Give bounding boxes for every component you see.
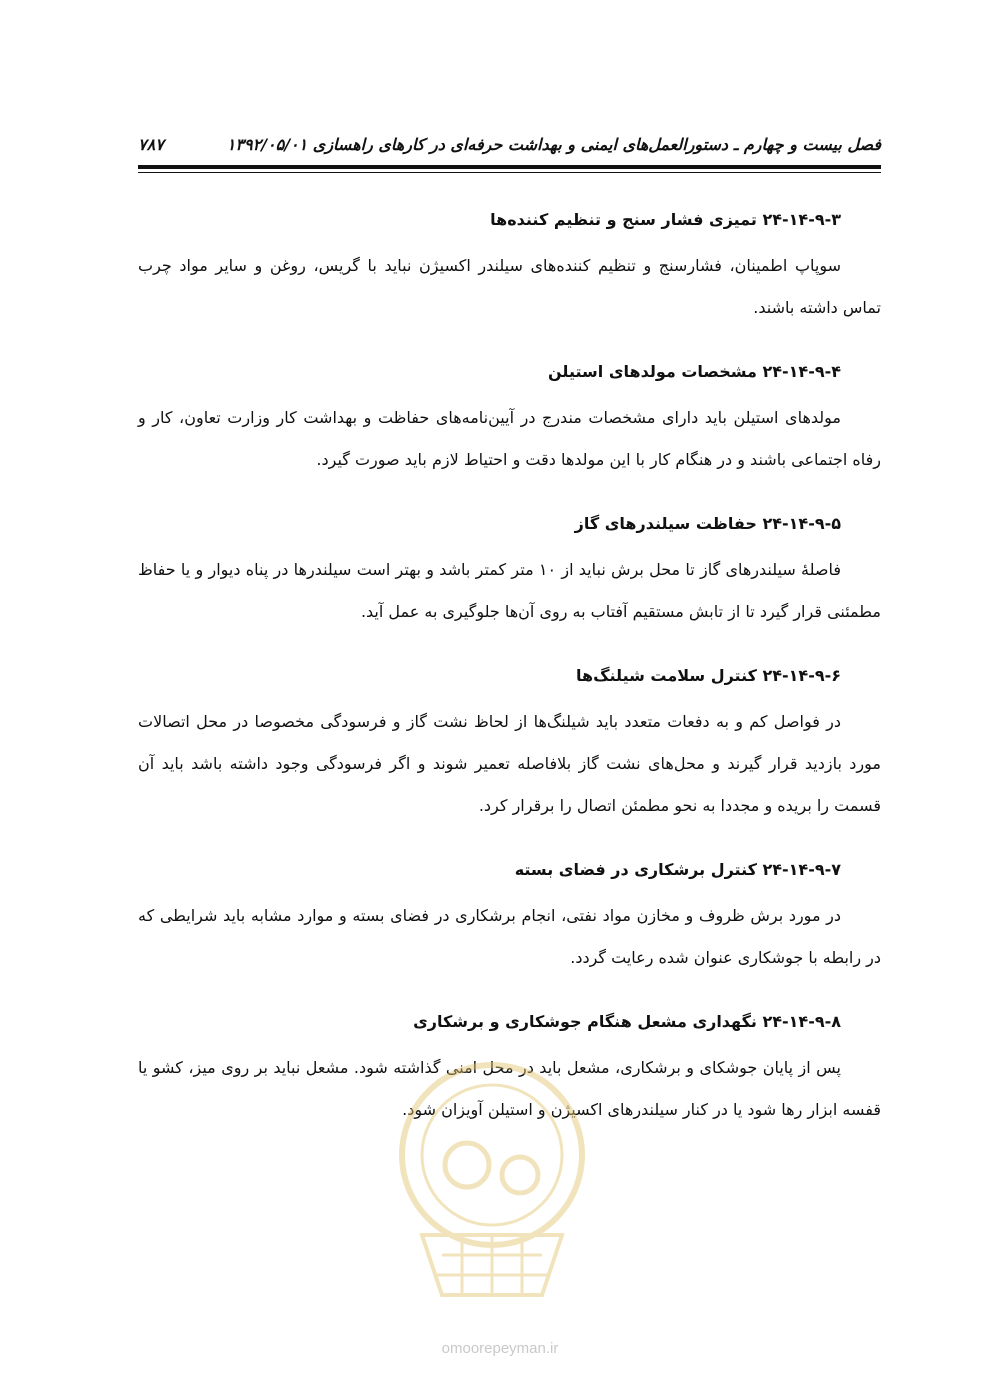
section-paragraph: فاصلهٔ سیلندرهای گاز تا محل برش نباید از ۱۰ متر کمتر باشد و بهتر است سیلندرها در پناه دیوار و یا حفاظ مطمئنی قرار گیرد تا از تابش مستقیم آفتاب به روی آن‌ها جلوگیری به عمل آید. [138, 560, 881, 621]
section-heading: ۲۴-۱۴-۹-۶ کنترل سلامت شیلنگ‌ها [576, 666, 841, 685]
document-body [138, 205, 881, 1131]
running-header [138, 128, 881, 160]
section-3 [138, 205, 881, 329]
section-4 [138, 357, 881, 481]
section-paragraph: پس از پایان جوشکای و برشکاری، مشعل باید در محل امنی گذاشته شود. مشعل نباید بر روی میز، کشو یا قفسه ابزار رها شود یا در کنار سیلندرهای اکسیژن و استیلن آویزان شود. [138, 1058, 881, 1119]
watermark-url: omoorepeyman.ir [441, 1340, 559, 1357]
section-7 [138, 855, 881, 979]
section-8 [138, 1007, 881, 1131]
section-paragraph: در فواصل کم و به دفعات متعدد باید شیلنگ‌ها از لحاظ نشت گاز و فرسودگی مخصوصا در محل اتصالات مورد بازدید قرار گیرند و محل‌های نشت گاز بلافاصله تعمیر شوند و اگر فرسودگی وجود داشته باشد باید آن قسمت را بریده و مجددا به نحو مطمئن اتصال را برقرار کرد. [138, 712, 881, 815]
section-paragraph: در مورد برش ظروف و مخازن مواد نفتی، انجام برشکاری در فضای بسته و موارد مشابه باید شرایطی که در رابطه با جوشکاری عنوان شده رعایت گردد. [138, 906, 881, 967]
header-rule-thin [138, 172, 881, 173]
section-heading: ۲۴-۱۴-۹-۷ کنترل برشکاری در فضای بسته [514, 860, 841, 879]
section-6 [138, 661, 881, 827]
section-heading: ۲۴-۱۴-۹-۳ تمیزی فشار سنج و تنظیم کننده‌ها [490, 210, 841, 229]
section-heading: ۲۴-۱۴-۹-۵ حفاظت سیلندرهای گاز [574, 514, 841, 533]
section-paragraph: مولدهای استیلن باید دارای مشخصات مندرج در آیین‌نامه‌های حفاظت و بهداشت کار وزارت تعاون، کار و رفاه اجتماعی باشند و در هنگام کار با این مولدها دقت و احتیاط لازم باید صورت گیرد. [138, 408, 881, 469]
header-title: فصل بیست و چهارم ـ دستورالعمل‌های ایمنی و بهداشت حرفه‌ای در کارهای راهسازی ۱۳۹۲/۰۵/۰۱ [226, 134, 881, 154]
section-heading: ۲۴-۱۴-۹-۸ نگهداری مشعل هنگام جوشکاری و برشکاری [413, 1012, 841, 1031]
header-rule-thick [138, 165, 881, 169]
section-heading: ۲۴-۱۴-۹-۴ مشخصات مولدهای استیلن [548, 362, 841, 381]
page-number: ۷۸۷ [138, 134, 164, 154]
section-5 [138, 509, 881, 633]
section-paragraph: سوپاپ اطمینان، فشارسنج و تنظیم کننده‌های سیلندر اکسیژن نباید با گریس، روغن و سایر مواد چرب تماس داشته باشند. [138, 256, 881, 317]
